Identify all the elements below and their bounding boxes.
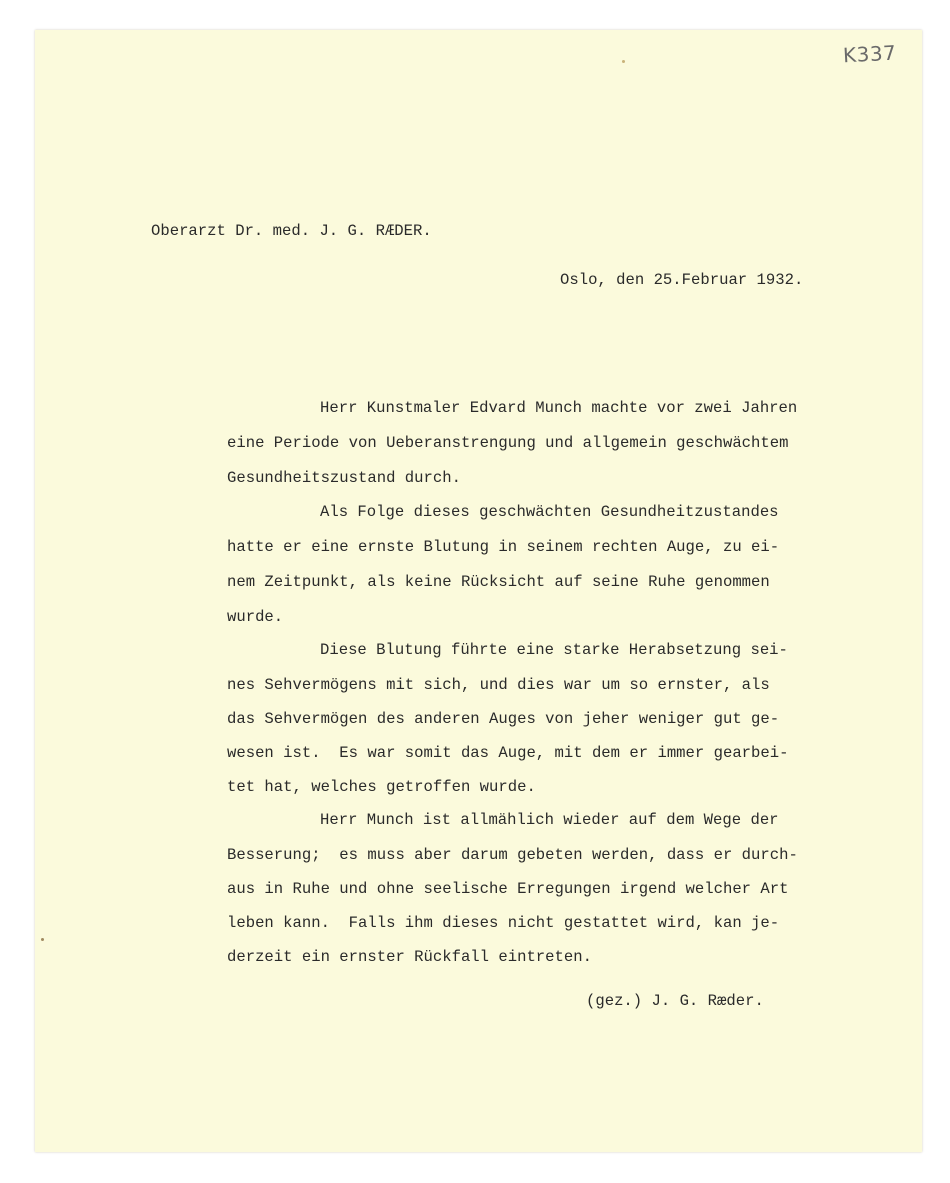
body-line: Diese Blutung führte eine starke Herabsetzung sei-	[320, 641, 788, 659]
body-line: derzeit ein ernster Rückfall eintreten.	[227, 948, 592, 966]
body-line: eine Periode von Ueberanstrengung und allgemein geschwächtem	[227, 434, 789, 452]
body-line: nes Sehvermögens mit sich, und dies war um so ernster, als	[227, 676, 770, 694]
signature: (gez.) J. G. Ræder.	[586, 992, 764, 1010]
body-line: nem Zeitpunkt, als keine Rücksicht auf seine Ruhe genommen	[227, 573, 770, 591]
body-line: Als Folge dieses geschwächten Gesundheitzustandes	[320, 503, 779, 521]
letter-page	[35, 30, 922, 1152]
paper-speck	[622, 60, 625, 63]
body-line: das Sehvermögen des anderen Auges von jeher weniger gut ge-	[227, 710, 780, 728]
place-date: Oslo, den 25.Februar 1932.	[560, 271, 804, 289]
body-line: Herr Munch ist allmählich wieder auf dem Wege der	[320, 811, 779, 829]
paper-speck	[41, 938, 44, 941]
archive-mark: K337	[842, 40, 897, 68]
recipient-line: Oberarzt Dr. med. J. G. RÆDER.	[151, 222, 432, 240]
body-line: leben kann. Falls ihm dieses nicht gestattet wird, kan je-	[227, 914, 780, 932]
body-line: hatte er eine ernste Blutung in seinem rechten Auge, zu ei-	[227, 538, 780, 556]
body-line: wesen ist. Es war somit das Auge, mit dem er immer gearbei-	[227, 744, 789, 762]
body-line: aus in Ruhe und ohne seelische Erregungen irgend welcher Art	[227, 880, 789, 898]
body-line: tet hat, welches getroffen wurde.	[227, 778, 536, 796]
body-line: wurde.	[227, 608, 284, 626]
body-line: Herr Kunstmaler Edvard Munch machte vor zwei Jahren	[320, 399, 798, 417]
body-line: Gesundheitszustand durch.	[227, 469, 461, 487]
body-line: Besserung; es muss aber darum gebeten werden, dass er durch-	[227, 846, 798, 864]
